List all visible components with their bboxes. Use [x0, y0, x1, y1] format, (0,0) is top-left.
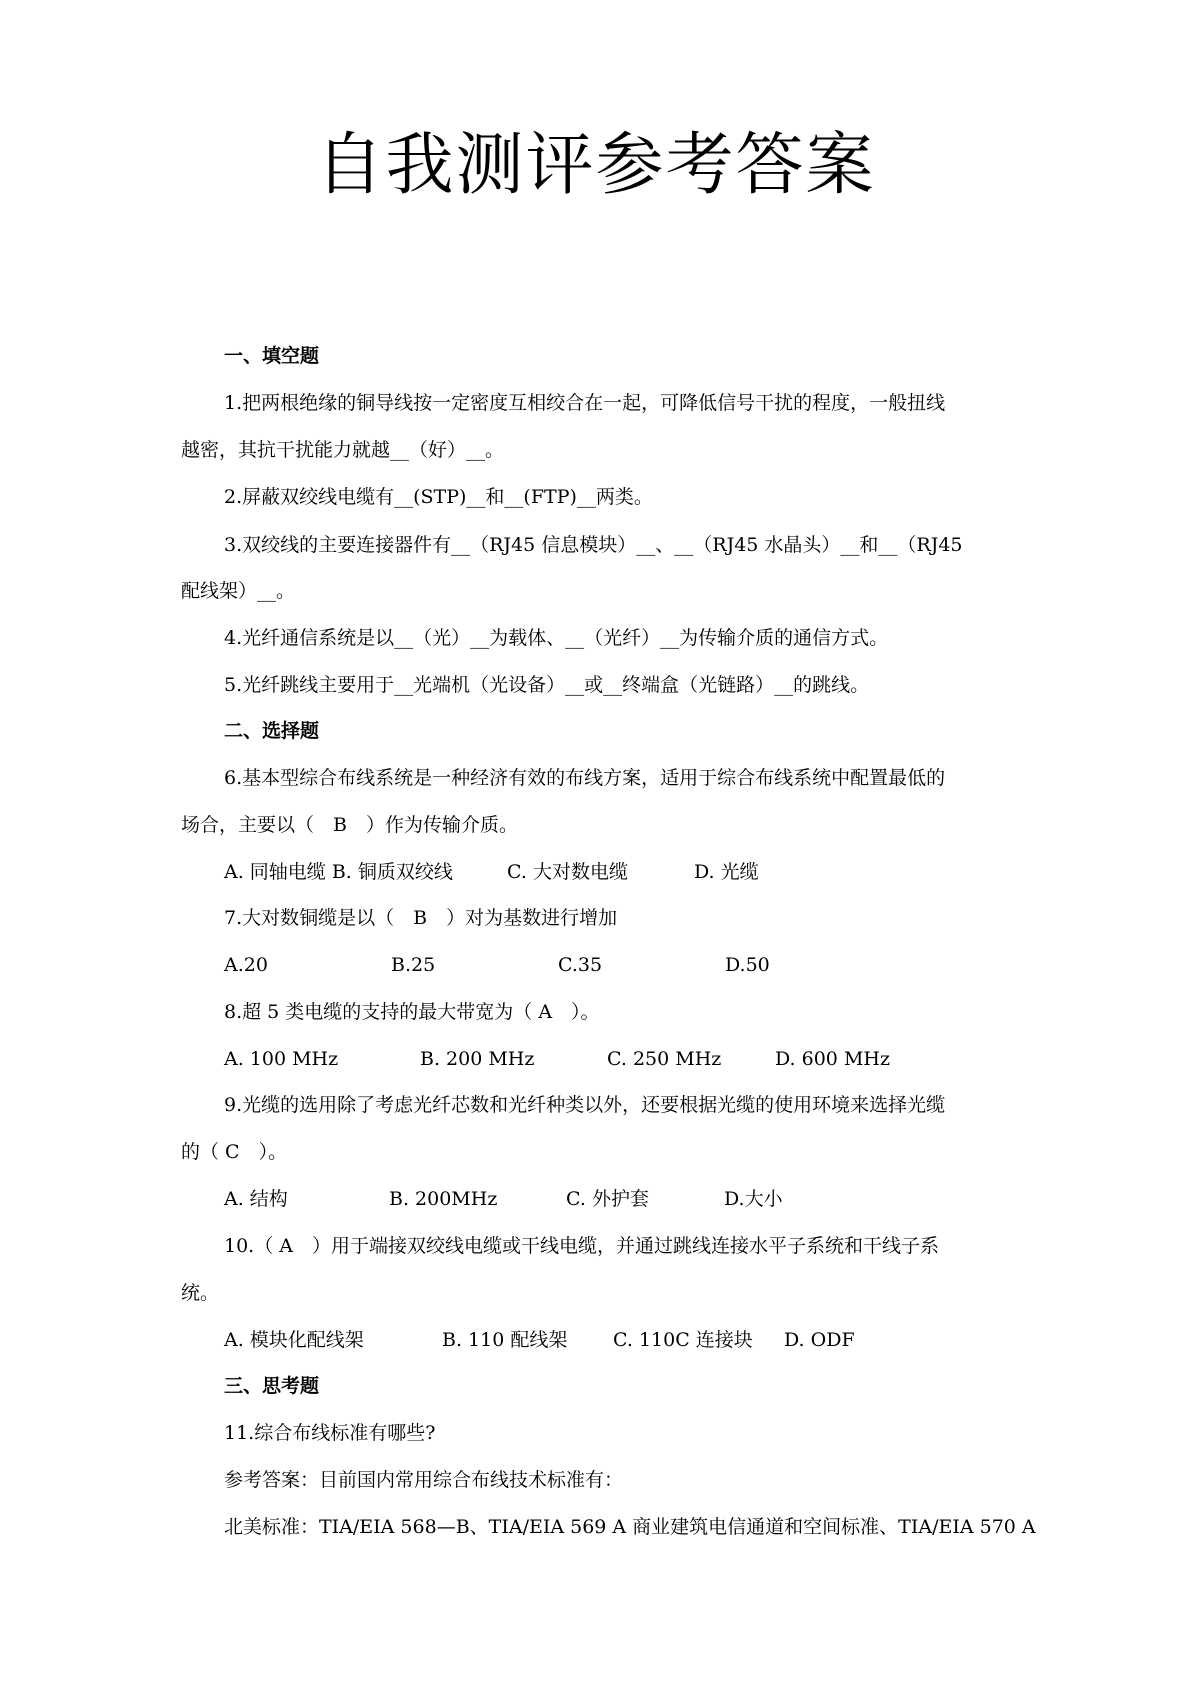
question-10-option-b: B. 110 配线架: [442, 1329, 568, 1351]
question-7-option-a: A.20: [224, 954, 268, 976]
question-7-option-c: C.35: [558, 954, 603, 976]
page-title: 自我测评参考答案: [315, 126, 876, 205]
section-heading-multiple-choice: 二、选择题: [224, 720, 320, 742]
question-7-option-d: D.50: [725, 954, 770, 976]
question-8-option-b: B. 200 MHz: [420, 1048, 535, 1070]
question-11: 11.综合布线标准有哪些?: [224, 1422, 436, 1444]
answer-11-intro: 参考答案：目前国内常用综合布线技术标准有：: [224, 1469, 624, 1491]
question-6-option-c: C. 大对数电缆: [507, 861, 628, 883]
question-3-line-1: 3.双绞线的主要连接器件有__（RJ45 信息模块）__、__（RJ45 水晶头）__和__（RJ45: [224, 534, 963, 556]
question-1-line-1: 1.把两根绝缘的铜导线按一定密度互相绞合在一起，可降低信号干扰的程度，一般扭线: [224, 392, 946, 414]
answer-11-line: 北美标准：TIA/EIA 568—B、TIA/EIA 569 A 商业建筑电信通道和空间标准、TIA/EIA 570 A: [224, 1516, 1036, 1538]
question-6-line-2: 场合，主要以（ B ）作为传输介质。: [181, 814, 518, 836]
question-4: 4.光纤通信系统是以__（光）__为载体、__（光纤）__为传输介质的通信方式。: [224, 627, 889, 649]
section-heading-fill-blank: 一、填空题: [224, 345, 320, 367]
question-10-line-2: 统。: [181, 1282, 220, 1304]
question-8: 8.超 5 类电缆的支持的最大带宽为（ A ）。: [224, 1001, 600, 1023]
question-8-option-c: C. 250 MHz: [607, 1048, 722, 1070]
question-9-option-c: C. 外护套: [566, 1188, 649, 1210]
question-9-option-a: A. 结构: [224, 1188, 288, 1210]
question-10-option-c: C. 110C 连接块: [613, 1329, 753, 1351]
question-9-line-1: 9.光缆的选用除了考虑光纤芯数和光纤种类以外，还要根据光缆的使用环境来选择光缆: [224, 1094, 946, 1116]
question-9-line-2: 的（ C ）。: [181, 1141, 288, 1163]
question-7-option-b: B.25: [391, 954, 436, 976]
question-6-line-1: 6.基本型综合布线系统是一种经济有效的布线方案，适用于综合布线系统中配置最低的: [224, 767, 946, 789]
question-2: 2.屏蔽双绞线电缆有__(STP)__和__(FTP)__两类。: [224, 486, 653, 508]
question-9-option-d: D.大小: [724, 1188, 783, 1210]
question-6-option-d: D. 光缆: [694, 861, 759, 883]
question-10-option-a: A. 模块化配线架: [224, 1329, 364, 1351]
question-9-option-b: B. 200MHz: [389, 1188, 498, 1210]
question-8-option-a: A. 100 MHz: [224, 1048, 339, 1070]
question-5: 5.光纤跳线主要用于__光端机（光设备）__或__终端盒（光链路）__的跳线。: [224, 674, 870, 696]
question-10-line-1: 10.（ A ）用于端接双绞线电缆或干线电缆，并通过跳线连接水平子系统和干线子系: [224, 1235, 939, 1257]
section-heading-thinking: 三、思考题: [224, 1375, 320, 1397]
question-8-option-d: D. 600 MHz: [775, 1048, 890, 1070]
question-10-option-d: D. ODF: [784, 1329, 855, 1351]
question-3-line-2: 配线架）__。: [181, 580, 296, 602]
question-7: 7.大对数铜缆是以（ B ）对为基数进行增加: [224, 907, 618, 929]
question-6-option-ab: A. 同轴电缆 B. 铜质双绞线: [224, 861, 453, 883]
question-1-line-2: 越密，其抗干扰能力就越__（好）__。: [181, 439, 505, 461]
